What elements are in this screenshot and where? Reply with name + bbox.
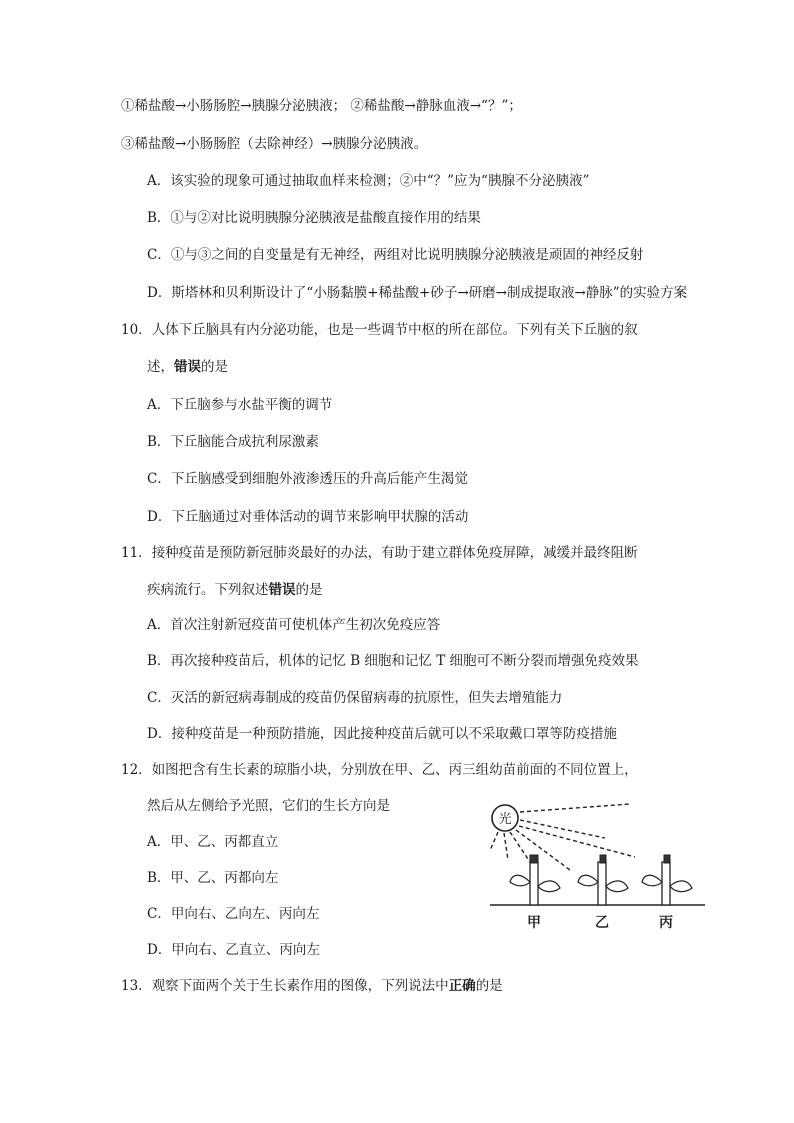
q11-stem-text: 接种疫苗是预防新冠肺炎最好的办法，有助于建立群体免疫屏障，减缓并最终阻断: [151, 545, 638, 561]
q10-stem-post: 的是: [201, 359, 228, 375]
q11-option-d: D．接种疫苗是一种预防措施，因此接种疫苗后就可以不采取戴口罩等防疫措施: [147, 726, 617, 742]
q10-option-c: C．下丘脑感受到细胞外液渗透压的升高后能产生渴觉: [147, 471, 468, 487]
q10-number: 10．: [121, 322, 152, 338]
q11-option-c: C．灭活的新冠病毒制成的疫苗仍保留病毒的抗原性，但失去增殖能力: [147, 690, 563, 706]
q12-option-b: B．甲、乙、丙都向左: [147, 870, 279, 886]
q10-stem-line-1: [121, 320, 638, 340]
q11-number: 11．: [121, 545, 152, 561]
q13-number: 13．: [121, 978, 152, 994]
q9-option-b: B．①与②对比说明胰腺分泌胰液是盐酸直接作用的结果: [147, 210, 481, 226]
q9-option-a: A．该实验的现象可通过抽取血样来检测；②中“？”应为“胰腺不分泌胰液”: [147, 173, 590, 189]
q12-stem-line-1: [121, 760, 638, 780]
label-bing: 丙: [659, 915, 673, 931]
q10-option-d: D．下丘脑通过对垂体活动的调节来影响甲状腺的活动: [147, 509, 469, 525]
q11-stem-emphasis: 错误: [268, 582, 296, 598]
q11-stem-line-2: [147, 580, 323, 600]
q13-stem-pre: 观察下面两个关于生长素作用的图像，下列说法中: [151, 978, 449, 994]
q12-stem-text: 如图把含有生长素的琼脂小块，分别放在甲、乙、丙三组幼苗前面的不同位置上，: [151, 762, 638, 778]
seedling-yi: [578, 855, 628, 931]
q13-stem-emphasis: 正确: [448, 978, 476, 994]
q13-stem-post: 的是: [475, 978, 503, 994]
agar-block-bing: [664, 855, 670, 863]
q9-option-c: C．①与③之间的自变量是有无神经，两组对比说明胰腺分泌胰液是顽固的神经反射: [147, 247, 644, 263]
q11-stem-post: 的是: [295, 582, 323, 598]
q10-stem-line-2: [147, 357, 228, 377]
q9-option-d: D．斯塔林和贝利斯设计了“小肠黏膜+稀盐酸+砂子→研磨→制成提取液→静脉”的实验方案: [147, 285, 688, 301]
q12-option-c: C．甲向右、乙向左、丙向左: [147, 906, 320, 922]
q11-option-a: A．首次注射新冠疫苗可使机体产生初次免疫应答: [147, 617, 441, 633]
q10-stem-text: 人体下丘脑具有内分泌功能，也是一些调节中枢的所在部位。下列有关下丘脑的叙: [151, 322, 638, 338]
q12-stem-line-2: 然后从左侧给予光照，它们的生长方向是: [147, 798, 390, 814]
q9-condition-line-2: ③稀盐酸→小肠肠腔（去除神经）→胰腺分泌胰液。: [121, 136, 428, 152]
agar-block-yi: [600, 855, 606, 863]
q11-stem-pre: 疾病流行。下列叙述: [147, 582, 269, 598]
q11-stem-line-1: [121, 543, 638, 563]
q10-option-b: B．下丘脑能合成抗利尿激素: [147, 434, 319, 450]
q9-condition-line-1: ①稀盐酸→小肠肠腔→胰腺分泌胰液； ②稀盐酸→静脉血液→“？”；: [121, 98, 522, 114]
seedling-jia: [510, 855, 560, 931]
q10-stem-pre: 述，: [147, 359, 174, 375]
agar-block-jia: [530, 855, 538, 863]
label-jia: 甲: [527, 915, 541, 931]
label-yi: 乙: [595, 915, 609, 931]
q11-option-b: B．再次接种疫苗后，机体的记忆 B 细胞和记忆 T 细胞可不断分裂而增强免疫效果: [147, 653, 639, 669]
q12-option-d: D．甲向右、乙直立、丙向左: [147, 942, 320, 958]
q10-stem-emphasis: 错误: [174, 359, 201, 375]
q13-stem: [121, 976, 503, 996]
q12-number: 12．: [121, 762, 152, 778]
seedling-bing: [642, 855, 692, 931]
q12-option-a: A．甲、乙、丙都直立: [147, 834, 279, 850]
q10-option-a: A．下丘脑参与水盐平衡的调节: [147, 397, 333, 413]
seedling-phototropism-figure: [490, 800, 705, 935]
sun-label: 光: [498, 812, 512, 827]
sun-icon: [492, 805, 518, 831]
